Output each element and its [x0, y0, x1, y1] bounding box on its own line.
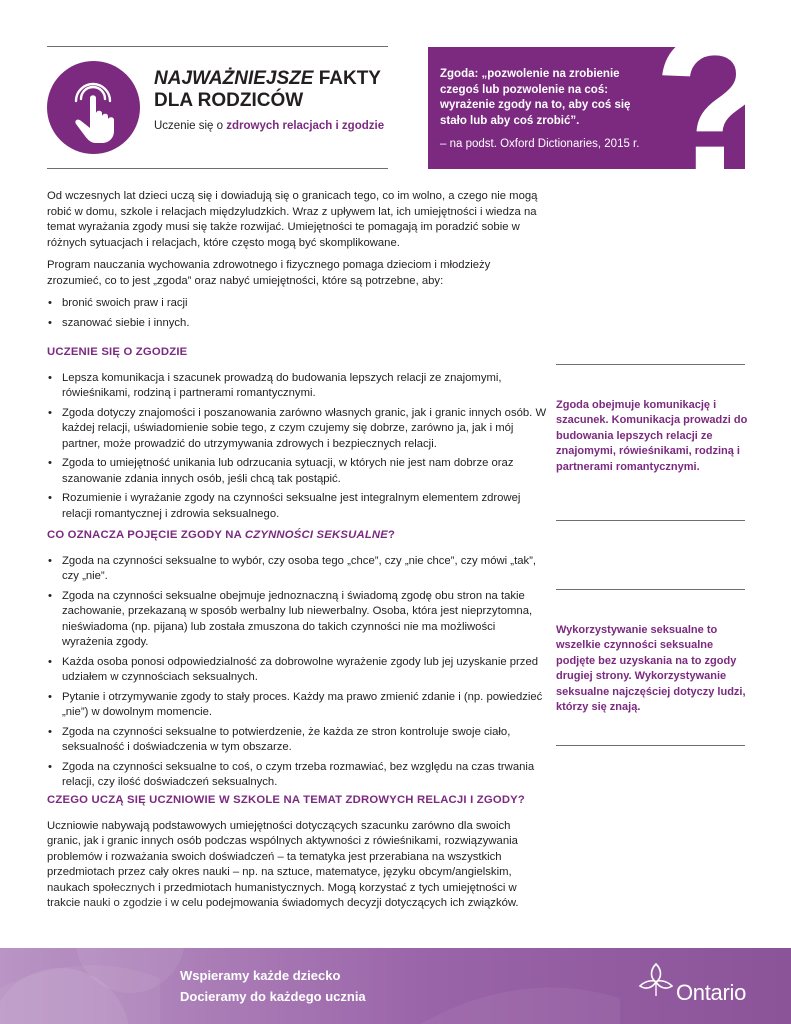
page-title [154, 68, 394, 112]
sidebar-rule [556, 520, 745, 521]
intro-section [47, 189, 547, 335]
list-item: • Zgoda na czynności seksualne to coś, o czym trzeba rozmawiać, bez względu na czas trwania relacji, czy ilość doświadczeń seksualnych. [47, 760, 547, 791]
sexual-consent-list [47, 554, 547, 791]
page-title-rest: FAKTY [313, 68, 381, 89]
section-heading: UCZENIE SIĘ O ZGODZIE [47, 346, 188, 358]
list-item: • Zgoda na czynności seksualne to potwierdzenie, że każda ze stron kontroluje swoje ciało, seksualność i doświadczenia w tym obszarze. [47, 725, 547, 756]
consent-learning-section [47, 345, 547, 526]
sidebar-callout-2: Wykorzystywanie seksualne to wszelkie czynności seksualne podjęte bez uzyskania na to zgody drugiej strony. Wykorzystywanie seksualne najczęściej dotyczy ludzi, którzy się znają. [556, 624, 746, 714]
definition-quote: Zgoda: „pozwolenie na zrobienie czegoś lub pozwolenie na coś: wyrażenie zgody na to, aby coś się stało lub aby coś zrobić”. [440, 68, 631, 127]
ontario-logo-text: Ontario [676, 980, 747, 1005]
footer-banner [0, 948, 791, 1024]
consent-learning-list [47, 371, 547, 523]
intro-paragraph-1: Od wczesnych lat dzieci uczą się i dowiadują się o granicach tego, co im wolno, a czego nie mogą robić w domu, szkole i relacjach międzyludzkich. Wraz z upływem lat, ich umiejętności i wiedza na temat wyrażania zgody musi się także rozwijać. Umiejętności te pomagają im poradzić sobie w różnych sytuacjach i relacjach, które często mogą być skomplikowane. [47, 190, 538, 249]
sexual-consent-section [47, 528, 547, 795]
section-heading: CZEGO UCZĄ SIĘ UCZNIOWIE W SZKOLE NA TEMAT ZDROWYCH RELACJI I ZGODY? [47, 794, 526, 806]
list-item: • Zgoda to umiejętność unikania lub odrzucania sytuacji, w których nie jest nam dobrze oraz szanowanie zdania innych osób, jeśli chcą tak postąpić. [47, 456, 547, 487]
page-title-italic: NAJWAŻNIEJSZE [154, 68, 314, 89]
school-paragraph: Uczniowie nabywają podstawowych umiejętności dotyczących szacunku zarówno dla swoich granic, jak i granic innych osób podczas wspólnych aktywności z rówieśnikami, rozwiązywania problemów i rozważania swoich doświadczeń – ta tematyka jest przerabiana na wszystkich przedmiotach przez cały okres nauki – np. na sztuce, matematyce, języku obcym/angielskim, naukach społecznych i przedmiotach humanistycznych. Mogą korzystać z tych umiejętności w trakcie nauki o zgodzie i w celu podejmowania świadomych decyzji dotyczących ich związków. [47, 819, 519, 909]
footer-slogan-1: Wspieramy każde dziecko [180, 968, 341, 983]
page-title-line2: DLA RODZICÓW [154, 90, 304, 111]
list-item: • szanować siebie i innych. [47, 316, 547, 332]
list-item: • Pytanie i otrzymywanie zgody to stały proces. Każdy ma prawo zmienić zdanie i (np. powiedzieć „nie”) w dowolnym momencie. [47, 690, 547, 721]
hand-pointer-icon [47, 61, 140, 154]
intro-list [47, 296, 547, 331]
heading-suffix: ? [388, 529, 396, 541]
definition-source: – na podst. Oxford Dictionaries, 2015 r. [440, 138, 640, 150]
sidebar-callout-1: Zgoda obejmuje komunikację i szacunek. Komunikacja prowadzi do budowania lepszych relacji ze znajomymi, rówieśnikami, rodziną i partnerami romantycznymi. [556, 399, 748, 473]
footer-slogan-2: Docieramy do każdego ucznia [180, 989, 366, 1004]
heading-italic: CZYNNOŚCI SEKSUALNE [244, 529, 389, 541]
list-item: • Zgoda na czynności seksualne obejmuje jednoznaczną i świadomą zgodę obu stron na takie zachowanie, przekazaną w sposób werbalny lub niewerbalny. Osoba, która jest nieprzytomna, nieświadoma (np. pijana) lub została zmuszona do takich czynności nie ma możliwości wyrażenia zgody. [47, 589, 547, 651]
page-subtitle [154, 120, 384, 132]
list-item: • Lepsza komunikacja i szacunek prowadzą do budowania lepszych relacji ze znajomymi, rówieśnikami, rodziną i partnerami romantycznymi. [47, 371, 547, 402]
header-rule-bottom [47, 168, 388, 169]
list-item: • Zgoda na czynności seksualne to wybór, czy osoba tego „chce”, czy „nie chce”, czy mówi „tak”, czy „nie”. [47, 554, 547, 585]
header-rule-top [47, 46, 388, 47]
list-item: • Rozumienie i wyrażanie zgody na czynności seksualne jest integralnym elementem zdrowej relacji romantycznej i zdrowia seksualnego. [47, 491, 547, 522]
sidebar-rule [556, 589, 745, 590]
subtitle-bold: zdrowych relacjach i zgodzie [226, 120, 385, 132]
sidebar-rule [556, 745, 745, 746]
section-heading [47, 528, 547, 544]
list-item: • bronić swoich praw i racji [47, 296, 547, 312]
heading-prefix: CO OZNACZA POJĘCIE ZGODY NA [47, 529, 245, 541]
question-mark-icon: ? [653, 0, 776, 216]
list-item: • Każda osoba ponosi odpowiedzialność za dobrowolne wyrażenie zgody lub jej uzyskanie przed udziałem w czynnościach seksualnych. [47, 655, 547, 686]
sidebar-rule [556, 364, 745, 365]
list-item: • Zgoda dotyczy znajomości i poszanowania zarówno własnych granic, jak i granic innych osób. W każdej relacji, uświadomienie sobie tego, z czym czujemy się dobrze, zarówno ja, jak i mój partner, może prowadzić do utrzymywania zdrowych i bezpiecznych relacji. [47, 406, 547, 453]
subtitle-prefix: Uczenie się o [154, 120, 227, 132]
intro-paragraph-2: Program nauczania wychowania zdrowotnego i fizycznego pomaga dzieciom i młodzieży zrozumieć, co to jest „zgoda” oraz nabyć umiejętności, które są potrzebne, aby: [47, 259, 491, 287]
definition-box [428, 0, 776, 216]
